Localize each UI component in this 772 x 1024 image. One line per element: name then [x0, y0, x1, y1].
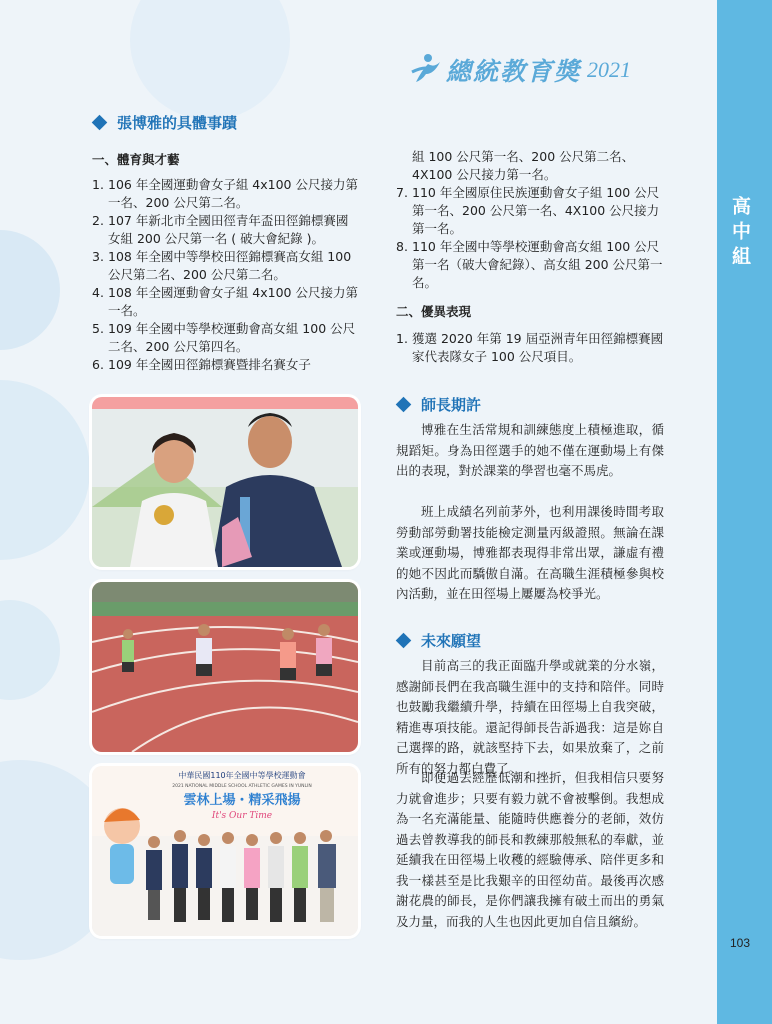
diamond-bullet-icon — [396, 397, 412, 413]
diamond-bullet-icon — [396, 633, 412, 649]
diamond-bullet-icon — [92, 115, 108, 131]
running-figure-icon — [408, 52, 444, 88]
section-heading-achievements — [94, 112, 237, 133]
wish-paragraph-2: 即便過去經歷低潮和挫折，但我相信只要努力就會進步；只要有毅力就不會被擊倒。我想成為一名充滿能量、能隨時供應養分的老師，效仿過去曾教導我的師長和教練那般無私的奉獻，並延續我在田徑場上收穫的經驗傳承、陪伴更多和我一樣甚至是比我艱辛的田徑幼苗。最後再次感謝花農的師長，是你們讓我擁有破土而出的勇氣及力量，而我的人生也因此更加自信且繽紛。 — [396, 770, 664, 929]
list-item: 組 100 公尺第一名、200 公尺第二名、4X100 公尺接力第一名。 — [412, 149, 635, 182]
wish-paragraph-1: 目前高三的我正面臨升學或就業的分水嶺，感謝師長們在我高職生涯中的支持和陪伴。同時也鼓勵我繼續升學，持續在田徑場上自我突破，精進專項技能。還記得師長告訴過我：這是妳自己選擇的路，就該堅持下去，如果放棄了，之前所有的努力都白費了。 — [396, 658, 664, 776]
section-title: 未來願望 — [421, 632, 482, 650]
teacher-paragraph-2: 班上成績名列前茅外，也利用課後時間考取勞動部勞動署技能檢定測量丙級證照。無論在課業或運動場，博雅都表現得非常出眾，謙虛有禮的她不因此而驕傲自滿。在高職生涯積極參與校內活動，並在田徑場上屢屢為校爭光。 — [396, 504, 664, 601]
list-item: 1. 106 年全國運動會女子組 4x100 公尺接力第一名、200 公尺第二名。 — [92, 177, 358, 210]
section-title: 師長期許 — [421, 396, 482, 414]
list-item: 4. 108 年全國運動會女子組 4x100 公尺接力第一名。 — [92, 285, 358, 318]
subheading-sports: 一、體育與才藝 — [92, 152, 180, 167]
list-item: 6. 109 年全國田徑錦標賽暨排名賽女子 — [92, 357, 311, 372]
achievement-list — [92, 176, 360, 374]
banner-line-2: 2021 NATIONAL MIDDLE SCHOOL ATHLETIC GAMES IN YUNLIN — [172, 784, 312, 789]
background-circle — [130, 0, 290, 120]
award-title: 總統教育獎 — [446, 57, 582, 86]
background-circle — [0, 380, 90, 560]
photo-race — [92, 582, 358, 752]
background-circle — [0, 600, 60, 700]
page-number: 103 — [730, 936, 751, 950]
photo-illustration — [92, 766, 358, 936]
teacher-paragraph-1: 博雅在生活常規和訓練態度上積極進取，循規蹈矩。身為田徑選手的她不僅在運動場上有傑出的表現，對於課業的學習也毫不馬虎。 — [396, 422, 664, 478]
list-item: 5. 109 年全國中等學校運動會高女組 100 公尺二名、200 公尺第四名。 — [92, 321, 356, 354]
list-item: 7. 110 年全國原住民族運動會女子組 100 公尺第一名、200 公尺第一名、4X100 公尺接力第一名。 — [396, 185, 660, 236]
background-circle — [0, 230, 60, 350]
list-item: 8. 110 年全國中等學校運動會高女組 100 公尺第一名（破大會紀錄）、高女組 200 公尺第一名。 — [396, 239, 663, 290]
photo-illustration — [92, 582, 358, 752]
photo-illustration — [92, 397, 358, 567]
banner-line-4: It's Our Time — [211, 811, 273, 821]
banner-line-1: 中華民國110年全國中等學校運動會 — [178, 771, 306, 780]
achievement-list-continued — [396, 148, 664, 292]
section-heading-teacher — [398, 394, 481, 415]
list-item: 2. 107 年新北市全國田徑青年盃田徑錦標賽國女組 200 公尺第一名 ( 破大會紀錄 )。 — [92, 213, 349, 246]
right-sidebar-band — [717, 0, 772, 1024]
subheading-excellence: 二、優異表現 — [396, 304, 472, 319]
photo-group-banner — [92, 766, 358, 936]
photo-student-with-coach — [92, 397, 358, 567]
section-title: 張博雅的具體事蹟 — [117, 114, 238, 132]
award-header — [408, 52, 631, 88]
award-year: 2021 — [587, 57, 632, 82]
section-heading-wishes — [398, 630, 481, 651]
excellence-list — [396, 330, 664, 366]
list-item: 3. 108 年全國中等學校田徑錦標賽高女組 100 公尺第二名、200 公尺第二名。 — [92, 249, 352, 282]
list-item: 1. 獲選 2020 年第 19 屆亞洲青年田徑錦標賽國家代表隊女子 100 公尺項目。 — [396, 331, 664, 364]
banner-line-3: 雲林上場・精采飛揚 — [183, 793, 301, 808]
category-label: 高中組 — [729, 196, 751, 271]
